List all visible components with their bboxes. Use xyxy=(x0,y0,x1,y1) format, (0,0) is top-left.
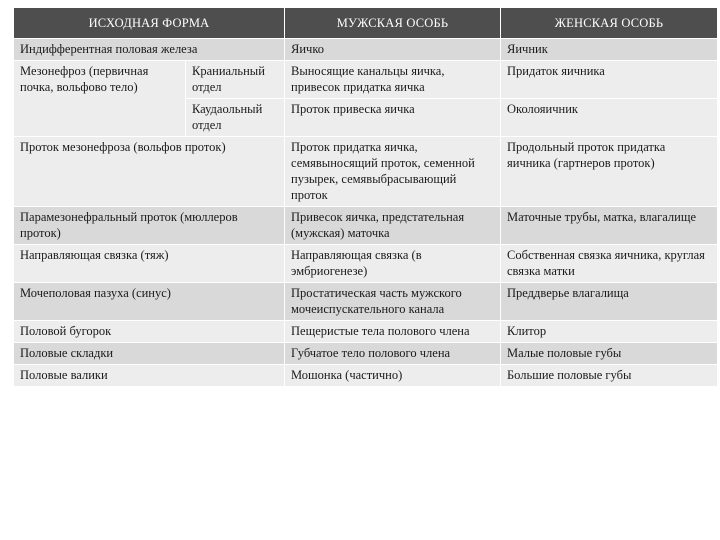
table-row xyxy=(14,61,718,99)
male-cell: Направляющая связка (в эмбриогенезе) xyxy=(285,245,501,283)
table-row xyxy=(14,283,718,321)
homology-table xyxy=(13,7,718,387)
header-source: ИСХОДНАЯ ФОРМА xyxy=(14,8,285,39)
female-cell: Яичник xyxy=(501,39,718,61)
header-female: ЖЕНСКАЯ ОСОБЬ xyxy=(501,8,718,39)
female-cell: Малые половые губы xyxy=(501,343,718,365)
male-cell: Яичко xyxy=(285,39,501,61)
female-cell: Продольный проток придатка яичника (гартнеров проток) xyxy=(501,137,718,207)
source-cell: Проток мезонефроза (вольфов проток) xyxy=(14,137,285,207)
female-cell: Клитор xyxy=(501,321,718,343)
female-cell: Околояичник xyxy=(501,99,718,137)
female-cell: Собственная связка яичника, круглая связка матки xyxy=(501,245,718,283)
female-cell: Придаток яичника xyxy=(501,61,718,99)
male-cell: Выносящие канальцы яичка, привесок придатка яичка xyxy=(285,61,501,99)
table-row xyxy=(14,137,718,207)
subdivision-cell: Краниальный отдел xyxy=(186,61,285,99)
male-cell: Проток придатка яичка, семявыносящий проток, семенной пузырек, семявыбрасывающий проток xyxy=(285,137,501,207)
subdivision-cell: Каудаольный отдел xyxy=(186,99,285,137)
source-cell: Направляющая связка (тяж) xyxy=(14,245,285,283)
source-cell: Половые складки xyxy=(14,343,285,365)
female-cell: Преддверье влагалища xyxy=(501,283,718,321)
male-cell: Губчатое тело полового члена xyxy=(285,343,501,365)
source-cell: Половой бугорок xyxy=(14,321,285,343)
table-row xyxy=(14,245,718,283)
source-cell: Мезонефроз (первичная почка, вольфово тело) xyxy=(14,61,186,137)
male-cell: Мошонка (частично) xyxy=(285,365,501,387)
source-cell: Парамезонефральный проток (мюллеров проток) xyxy=(14,207,285,245)
header-male: МУЖСКАЯ ОСОБЬ xyxy=(285,8,501,39)
table-row xyxy=(14,39,718,61)
source-cell: Мочеполовая пазуха (синус) xyxy=(14,283,285,321)
female-cell: Большие половые губы xyxy=(501,365,718,387)
header-row xyxy=(14,8,718,39)
source-cell: Половые валики xyxy=(14,365,285,387)
table-row xyxy=(14,321,718,343)
female-cell: Маточные трубы, матка, влагалище xyxy=(501,207,718,245)
table-row xyxy=(14,343,718,365)
male-cell: Пещеристые тела полового члена xyxy=(285,321,501,343)
table-row xyxy=(14,207,718,245)
table-row xyxy=(14,365,718,387)
male-cell: Привесок яичка, предстательная (мужская) маточка xyxy=(285,207,501,245)
male-cell: Проток привеска яичка xyxy=(285,99,501,137)
source-cell: Индифферентная половая железа xyxy=(14,39,285,61)
male-cell: Простатическая часть мужского мочеиспускательного канала xyxy=(285,283,501,321)
